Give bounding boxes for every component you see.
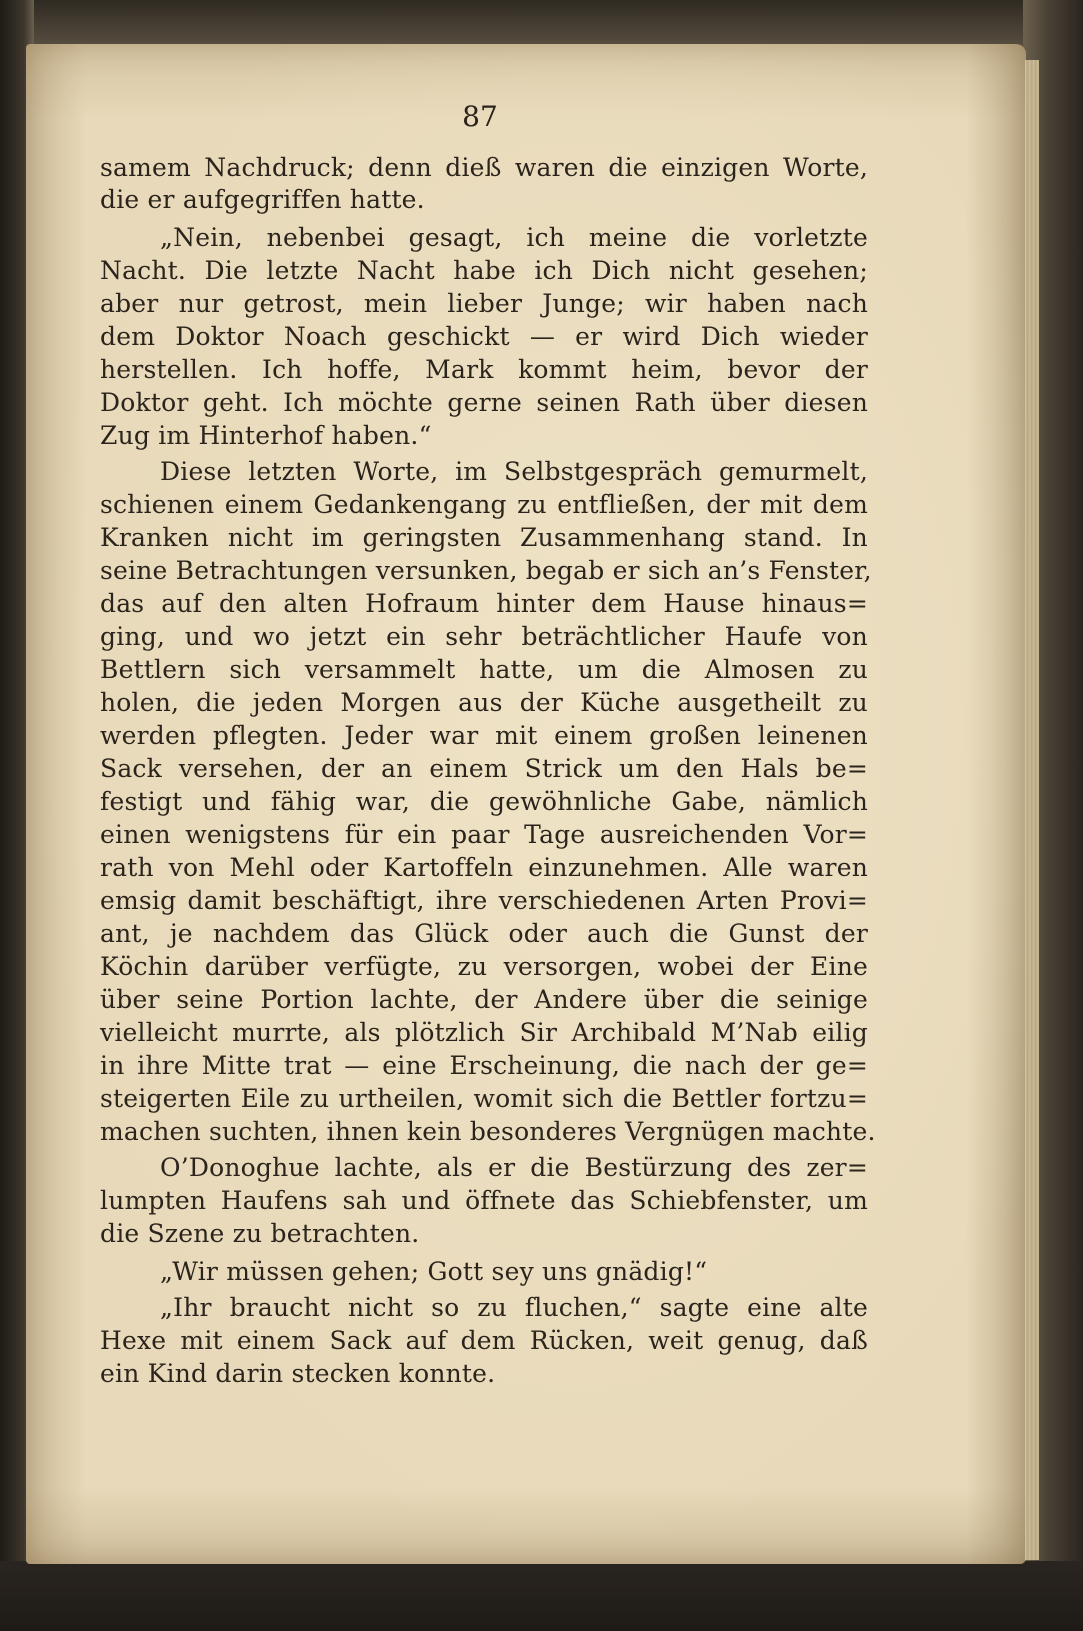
text-line: machen suchten, ihnen kein besonderes Vergnügen machte. [100,1117,876,1146]
text-line: samem Nachdruck; denn dieß waren die einzigen Worte, [100,153,868,182]
text-line: Nacht. Die letzte Nacht habe ich Dich nicht gesehen; [100,256,868,285]
text-line: aber nur getrost, mein lieber Junge; wir haben nach [100,289,868,318]
text-line: schienen einem Gedankengang zu entfließen, der mit dem [100,490,868,519]
text-line: werden pflegten. Jeder war mit einem großen leinenen [100,721,868,750]
text-line: Bettlern sich versammelt hatte, um die Almosen zu [100,655,868,684]
text-line: „Nein, nebenbei gesagt, ich meine die vorletzte [160,223,868,252]
text-line: „Ihr braucht nicht so zu fluchen,“ sagte eine alte [160,1293,868,1322]
text-line: die Szene zu betrachten. [100,1219,420,1248]
text-line: Sack versehen, der an einem Strick um den Hals be= [100,754,868,783]
text-line: steigerten Eile zu urtheilen, womit sich die Bettler fortzu= [100,1084,868,1113]
text-line: einen wenigstens für ein paar Tage ausreichenden Vor= [100,820,868,849]
book-cover-bottom [0,1561,1083,1631]
text-line: ein Kind darin stecken konnte. [100,1359,496,1388]
text-line: seine Betrachtungen versunken, begab er sich an’s Fenster, [100,556,872,585]
text-line: lumpten Haufens sah und öffnete das Schiebfenster, um [100,1186,868,1215]
text-line: vielleicht murrte, als plötzlich Sir Archibald M’Nab eilig [100,1018,868,1047]
text-line: festigt und fähig war, die gewöhnliche Gabe, nämlich [100,787,868,816]
text-line: ant, je nachdem das Glück oder auch die Gunst der [100,919,868,948]
text-line: Doktor geht. Ich möchte gerne seinen Rath über diesen [100,388,868,417]
text-line: Kranken nicht im geringsten Zusammenhang stand. In [100,523,868,552]
text-line: O’Donoghue lachte, als er die Bestürzung des zer= [160,1153,868,1182]
text-line: herstellen. Ich hoffe, Mark kommt heim, bevor der [100,355,868,384]
text-line: emsig damit beschäftigt, ihre verschiedenen Arten Provi= [100,886,868,915]
text-line: Köchin darüber verfügte, zu versorgen, wobei der Eine [100,952,868,981]
text-line: holen, die jeden Morgen aus der Küche ausgetheilt zu [100,688,868,717]
text-line: Hexe mit einem Sack auf dem Rücken, weit genug, daß [100,1326,868,1355]
page-edges [1025,60,1039,1560]
text-line: in ihre Mitte trat — eine Erscheinung, die nach der ge= [100,1051,868,1080]
text-line: ging, und wo jetzt ein sehr beträchtlicher Haufe von [100,622,868,651]
text-line: die er aufgegriffen hatte. [100,185,425,214]
text-line: rath von Mehl oder Kartoffeln einzunehmen. Alle waren [100,853,868,882]
text-line: „Wir müssen gehen; Gott sey uns gnädig!“ [160,1257,708,1286]
text-line: dem Doktor Noach geschickt — er wird Dich wieder [100,322,868,351]
text-line: Diese letzten Worte, im Selbstgespräch gemurmelt, [160,457,868,486]
text-line: über seine Portion lachte, der Andere über die seinige [100,985,868,1014]
page-number: 87 [462,100,498,133]
text-line: das auf den alten Hofraum hinter dem Hause hinaus= [100,589,868,618]
text-line: Zug im Hinterhof haben.“ [100,421,432,450]
